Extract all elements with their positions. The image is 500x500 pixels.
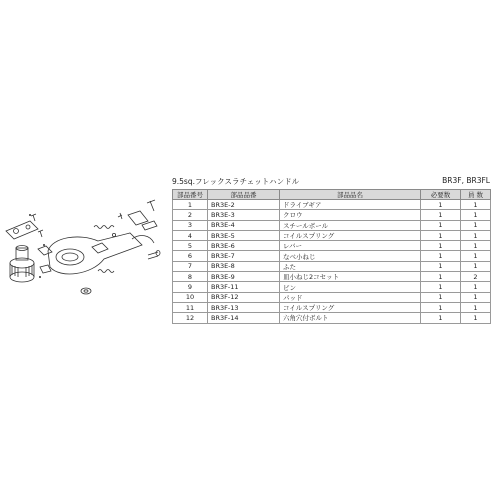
- col-count: 員 数: [461, 190, 491, 200]
- cell-part-no: 7: [173, 261, 208, 271]
- cell-part-name: スチールボール: [280, 220, 421, 230]
- cell-part-no: 12: [173, 313, 208, 323]
- cell-count: 1: [461, 200, 491, 210]
- cell-count: 2: [461, 272, 491, 282]
- cell-required-qty: 1: [421, 210, 461, 220]
- cell-part-no: 8: [173, 272, 208, 282]
- cell-part-code: BR3E-5: [208, 230, 280, 240]
- cell-count: 1: [461, 210, 491, 220]
- cell-required-qty: 1: [421, 313, 461, 323]
- cell-count: 1: [461, 302, 491, 312]
- cell-part-name: ドライブギア: [280, 200, 421, 210]
- cell-count: 1: [461, 261, 491, 271]
- cell-part-code: BR3E-3: [208, 210, 280, 220]
- col-part-name: 部品品名: [280, 190, 421, 200]
- cell-part-name: クロウ: [280, 210, 421, 220]
- cell-required-qty: 1: [421, 251, 461, 261]
- cell-required-qty: 1: [421, 292, 461, 302]
- cell-part-no: 4: [173, 230, 208, 240]
- cell-count: 1: [461, 230, 491, 240]
- exploded-parts-diagram: [0, 185, 170, 305]
- table-row: [173, 282, 491, 292]
- cell-part-no: 3: [173, 220, 208, 230]
- cell-count: 1: [461, 292, 491, 302]
- cell-count: 1: [461, 282, 491, 292]
- cell-required-qty: 1: [421, 261, 461, 271]
- cell-part-code: BR3F-12: [208, 292, 280, 302]
- cell-count: 1: [461, 220, 491, 230]
- table-row: [173, 220, 491, 230]
- table-row: [173, 210, 491, 220]
- cell-required-qty: 1: [421, 241, 461, 251]
- cell-part-code: BR3E-9: [208, 272, 280, 282]
- table-row: [173, 302, 491, 312]
- table-row: [173, 200, 491, 210]
- table-header-row: [173, 190, 491, 200]
- model-numbers: BR3F, BR3FL: [442, 176, 490, 185]
- cell-part-name: コイルスプリング: [280, 230, 421, 240]
- cell-required-qty: 1: [421, 272, 461, 282]
- cell-part-code: BR3E-4: [208, 220, 280, 230]
- cell-part-code: BR3E-6: [208, 241, 280, 251]
- parts-table: [172, 189, 491, 324]
- cell-part-no: 1: [173, 200, 208, 210]
- table-row: [173, 313, 491, 323]
- cell-part-name: レバー: [280, 241, 421, 251]
- cell-part-no: 9: [173, 282, 208, 292]
- cell-part-code: BR3F-13: [208, 302, 280, 312]
- cell-part-code: BR3E-8: [208, 261, 280, 271]
- cell-required-qty: 1: [421, 200, 461, 210]
- cell-part-code: BR3E-2: [208, 200, 280, 210]
- product-title: 9.5sq.フレックスラチェットハンドル: [172, 177, 300, 186]
- table-row: [173, 241, 491, 251]
- table-row: [173, 230, 491, 240]
- cell-part-name: コイルスプリング: [280, 302, 421, 312]
- cell-part-no: 10: [173, 292, 208, 302]
- cell-required-qty: 1: [421, 220, 461, 230]
- cell-required-qty: 1: [421, 282, 461, 292]
- cell-count: 1: [461, 241, 491, 251]
- cell-part-no: 11: [173, 302, 208, 312]
- cell-count: 1: [461, 251, 491, 261]
- cell-required-qty: 1: [421, 302, 461, 312]
- col-required-qty: 必要数: [421, 190, 461, 200]
- cell-part-code: BR3F-11: [208, 282, 280, 292]
- table-row: [173, 251, 491, 261]
- col-part-no: 部品番号: [173, 190, 208, 200]
- cell-part-no: 6: [173, 251, 208, 261]
- table-row: [173, 272, 491, 282]
- table-row: [173, 261, 491, 271]
- cell-part-name: パッド: [280, 292, 421, 302]
- cell-part-name: 皿小ねじ2コセット: [280, 272, 421, 282]
- cell-required-qty: 1: [421, 230, 461, 240]
- cell-part-no: 5: [173, 241, 208, 251]
- table-row: [173, 292, 491, 302]
- col-part-code: 部品品番: [208, 190, 280, 200]
- cell-part-name: ふた: [280, 261, 421, 271]
- cell-part-name: 六角穴付ボルト: [280, 313, 421, 323]
- title-row: [172, 176, 490, 188]
- cell-part-name: なべ小ねじ: [280, 251, 421, 261]
- cell-part-code: BR3F-14: [208, 313, 280, 323]
- cell-count: 1: [461, 313, 491, 323]
- cell-part-name: ピン: [280, 282, 421, 292]
- cell-part-code: BR3E-7: [208, 251, 280, 261]
- cell-part-no: 2: [173, 210, 208, 220]
